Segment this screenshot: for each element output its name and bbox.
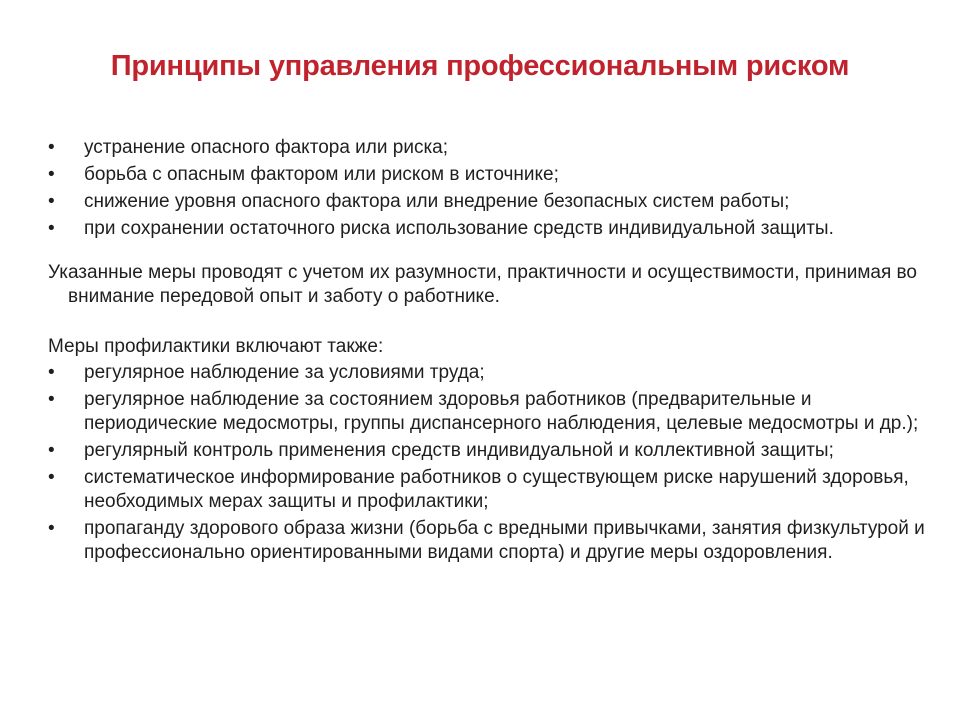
principles-list xyxy=(48,136,948,241)
prevention-intro: Меры профилактики включают также: xyxy=(48,336,384,357)
prevention-item: • пропаганду здорового образа жизни (борьба с вредными привычками, занятия физкультурой и профессионально ориентированными видами спорта) и другие меры оздоровления. xyxy=(48,517,948,565)
prevention-list xyxy=(48,361,948,565)
principle-item: • устранение опасного фактора или риска; xyxy=(48,136,948,160)
principle-item: • борьба с опасным фактором или риском в источнике; xyxy=(48,163,948,187)
prevention-item: • регулярный контроль применения средств индивидуальной и коллективной защиты; xyxy=(48,439,948,463)
slide-body xyxy=(48,136,948,568)
prevention-item: • систематическое информирование работников о существующем риске нарушений здоровья, необходимых мерах защиты и профилактики; xyxy=(48,466,948,514)
slide-title: Принципы управления профессиональным риском xyxy=(110,50,850,82)
prevention-item: • регулярное наблюдение за условиями труда; xyxy=(48,361,948,385)
principle-item: • снижение уровня опасного фактора или внедрение безопасных систем работы; xyxy=(48,190,948,214)
measures-note: Указанные меры проводят с учетом их разумности, практичности и осуществимости, принимая во внимание передовой опыт и заботу о работнике. xyxy=(48,262,917,307)
principle-item: • при сохранении остаточного риска использование средств индивидуальной защиты. xyxy=(48,217,948,241)
prevention-item: • регулярное наблюдение за состоянием здоровья работников (предварительные и периодические медосмотры, группы диспансерного наблюдения, целевые медосмотры и др.); xyxy=(48,388,948,436)
